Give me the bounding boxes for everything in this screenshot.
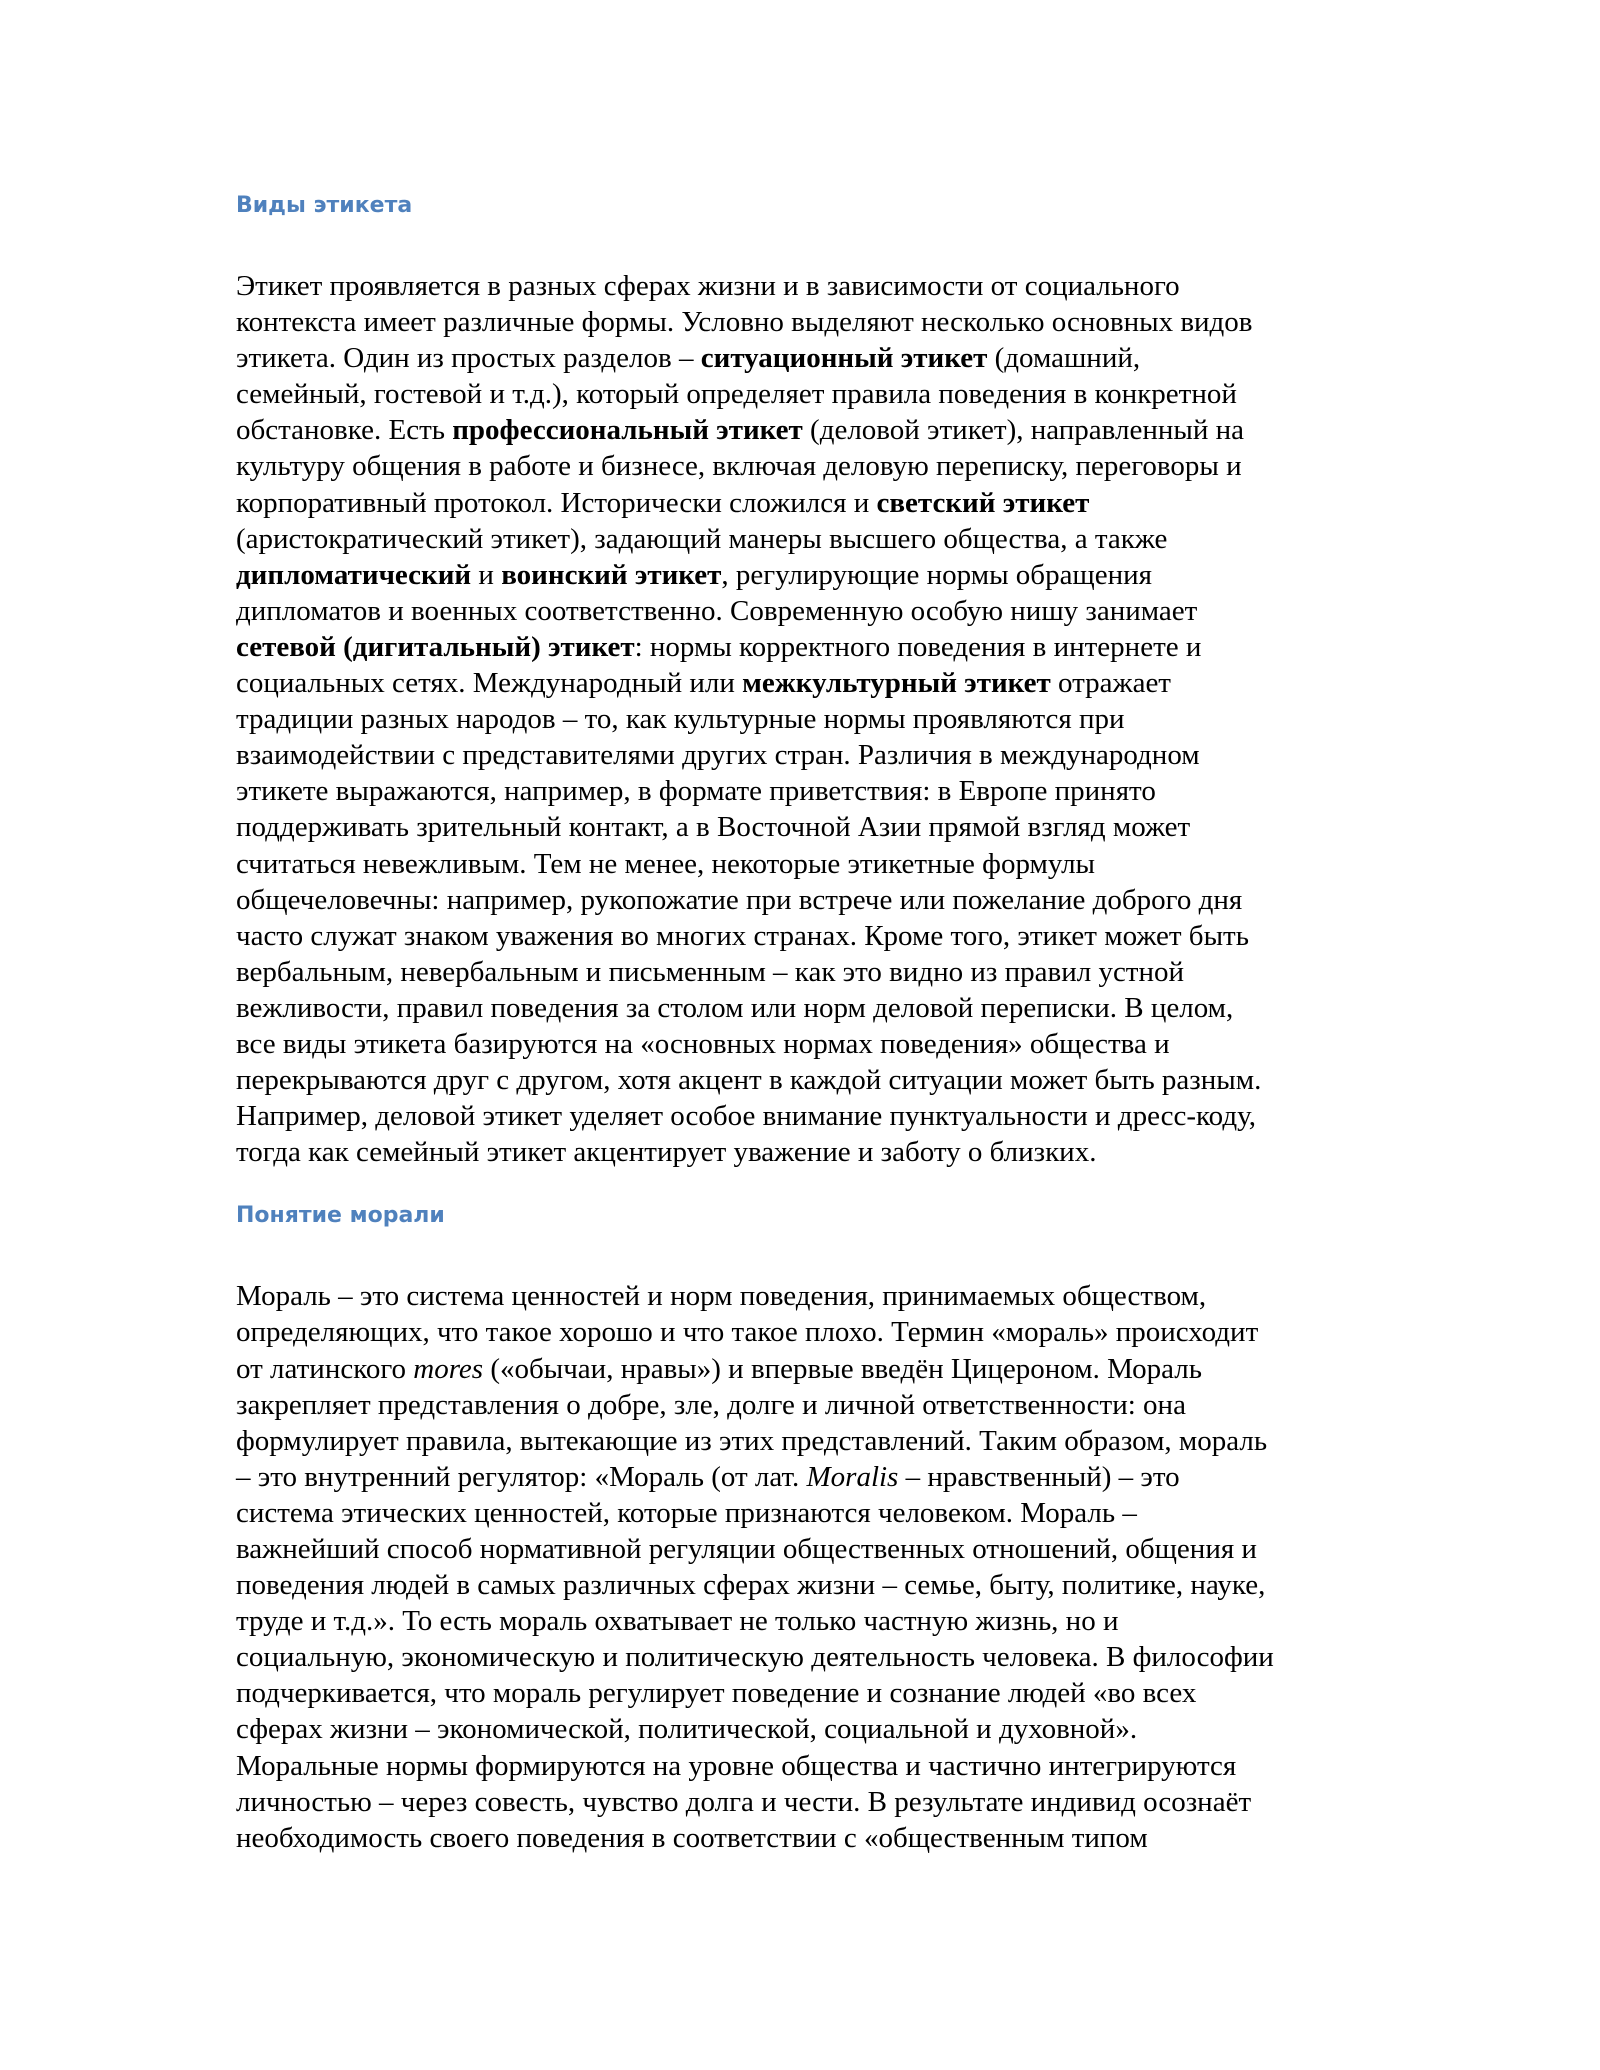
text-run: этикета. Один из простых разделов – (236, 342, 701, 375)
paragraph-morality-concept (236, 1278, 1366, 1856)
text-line (236, 412, 1366, 448)
text-run: подчеркивается, что мораль регулирует поведение и сознание людей «во всех (236, 1677, 1197, 1710)
document-page (236, 188, 1366, 1856)
bold-term: профессиональный этикет (452, 414, 803, 447)
text-run: общечеловечны: например, рукопожатие при встрече или пожелание доброго дня (236, 883, 1243, 916)
text-line (236, 1098, 1366, 1134)
text-line (236, 521, 1366, 557)
text-run: поведения людей в самых различных сферах жизни – семье, быту, политике, науке, (236, 1569, 1266, 1602)
text-run: от латинского (236, 1352, 414, 1385)
text-run: , регулирующие нормы обращения (721, 558, 1153, 591)
text-line (236, 1531, 1366, 1567)
spacer (236, 224, 1366, 268)
text-line (236, 1784, 1366, 1820)
spacer (236, 1234, 1366, 1278)
text-run: – нравственный) – это (898, 1460, 1180, 1493)
text-line (236, 557, 1366, 593)
text-line (236, 990, 1366, 1026)
text-line (236, 1459, 1366, 1495)
italic-term: mores (413, 1352, 484, 1385)
text-run: (аристократический этикет), задающий манеры высшего общества, а также (236, 522, 1168, 555)
text-run: этикете выражаются, например, в формате приветствия: в Европе принято (236, 775, 1156, 808)
text-run: все виды этикета базируются на «основных нормах поведения» общества и (236, 1027, 1170, 1060)
text-run: перекрываются друг с другом, хотя акцент в каждой ситуации может быть разным. (236, 1064, 1262, 1097)
text-run: : нормы корректного поведения в интернете и (634, 630, 1202, 663)
text-line (236, 954, 1366, 990)
text-line (236, 1639, 1366, 1675)
text-line (236, 376, 1366, 412)
bold-term: воинский этикет (501, 558, 722, 591)
text-line (236, 918, 1366, 954)
text-run: взаимодействии с представителями других стран. Различия в международном (236, 739, 1200, 772)
text-run: корпоративный протокол. Исторически сложился и (236, 486, 877, 519)
text-run: культуру общения в работе и бизнесе, включая деловую переписку, переговоры и (236, 450, 1242, 483)
text-run: важнейший способ нормативной регуляции общественных отношений, общения и (236, 1533, 1257, 1565)
text-run: формулирует правила, вытекающие из этих представлений. Таким образом, мораль (236, 1424, 1268, 1457)
text-run: сферах жизни – экономической, политической, социальной и духовной». (236, 1713, 1138, 1746)
text-line (236, 1711, 1366, 1747)
text-line (236, 1314, 1366, 1350)
text-run: поддерживать зрительный контакт, а в Восточной Азии прямой взгляд может (236, 811, 1191, 844)
text-run: Мораль – это система ценностей и норм поведения, принимаемых обществом, (236, 1280, 1207, 1313)
section-heading-etiquette-types: Виды этикета (236, 193, 413, 218)
section-heading-morality-concept: Понятие морали (236, 1203, 445, 1229)
text-run: (домашний, (987, 342, 1141, 375)
text-run: и (471, 558, 502, 591)
text-run: отражает (1050, 667, 1171, 700)
text-run: социальную, экономическую и политическую деятельность человека. В философии (236, 1641, 1274, 1674)
text-run: считаться невежливым. Тем не менее, некоторые этикетные формулы (236, 847, 1096, 880)
italic-term: Moralis (806, 1460, 899, 1493)
text-run: – это внутренний регулятор: «Мораль (от лат. (236, 1460, 807, 1493)
text-line (236, 1495, 1366, 1531)
text-line (236, 629, 1366, 665)
text-line (236, 882, 1366, 918)
text-run: вербальным, невербальным и письменным – как это видно из правил устной (236, 955, 1185, 988)
text-line (236, 1351, 1366, 1387)
text-line (236, 737, 1366, 773)
text-line (236, 1675, 1366, 1711)
text-run: социальных сетях. Международный или (236, 667, 743, 700)
text-line (236, 1026, 1366, 1062)
text-run: Моральные нормы формируются на уровне общества и частично интегрируются (236, 1749, 1237, 1782)
text-line (236, 1062, 1366, 1098)
text-line (236, 268, 1366, 304)
spacer (236, 1170, 1366, 1198)
text-run: Например, деловой этикет уделяет особое внимание пунктуальности и дресс-коду, (236, 1100, 1256, 1133)
text-run: закрепляет представления о добре, зле, долге и личной ответственности: она (236, 1388, 1186, 1421)
text-line (236, 304, 1366, 340)
text-line (236, 340, 1366, 376)
text-line (236, 1278, 1366, 1314)
text-run: тогда как семейный этикет акцентирует уважение и заботу о близких. (236, 1136, 1097, 1169)
paragraph-etiquette-types (236, 268, 1366, 1170)
bold-term: сетевой (дигитальный) этикет (236, 630, 635, 663)
text-run: часто служат знаком уважения во многих странах. Кроме того, этикет может быть (236, 919, 1249, 952)
bold-term: межкультурный этикет (742, 667, 1051, 700)
text-run: дипломатов и военных соответственно. Современную особую нишу занимает (236, 594, 1198, 627)
text-run: определяющих, что такое хорошо и что такое плохо. Термин «мораль» происходит (236, 1316, 1259, 1349)
text-line (236, 1748, 1366, 1784)
text-line (236, 448, 1366, 484)
text-line (236, 1387, 1366, 1423)
text-run: Этикет проявляется в разных сферах жизни и в зависимости от социального (236, 270, 1180, 302)
text-line (236, 773, 1366, 809)
text-line (236, 1567, 1366, 1603)
text-run: система этических ценностей, которые признаются человеком. Мораль – (236, 1496, 1137, 1529)
text-run: обстановке. Есть (236, 414, 453, 447)
text-line (236, 1134, 1366, 1170)
text-line (236, 1423, 1366, 1459)
text-run: труде и т.д.». То есть мораль охватывает не только частную жизнь, но и (236, 1605, 1119, 1638)
text-run: вежливости, правил поведения за столом или норм деловой переписки. В целом, (236, 991, 1234, 1024)
text-line (236, 701, 1366, 737)
text-line (236, 593, 1366, 629)
text-run: («обычаи, нравы») и впервые введён Цицероном. Мораль (483, 1352, 1202, 1385)
bold-term: дипломатический (236, 558, 472, 591)
text-run: семейный, гостевой и т.д.), который определяет правила поведения в конкретной (236, 378, 1237, 411)
text-run: личностью – через совесть, чувство долга и чести. В результате индивид осознаёт (236, 1785, 1252, 1818)
text-line (236, 846, 1366, 882)
text-line (236, 809, 1366, 845)
text-run: традиции разных народов – то, как культурные нормы проявляются при (236, 703, 1125, 736)
text-line (236, 665, 1366, 701)
text-run: необходимость своего поведения в соответствии с «общественным типом (236, 1821, 1148, 1854)
text-run: (деловой этикет), направленный на (802, 414, 1244, 447)
bold-term: ситуационный этикет (700, 342, 988, 375)
text-line (236, 1820, 1366, 1856)
text-run: контекста имеет различные формы. Условно выделяют несколько основных видов (236, 306, 1253, 339)
text-line (236, 1603, 1366, 1639)
bold-term: светский этикет (876, 486, 1090, 519)
text-line (236, 485, 1366, 521)
